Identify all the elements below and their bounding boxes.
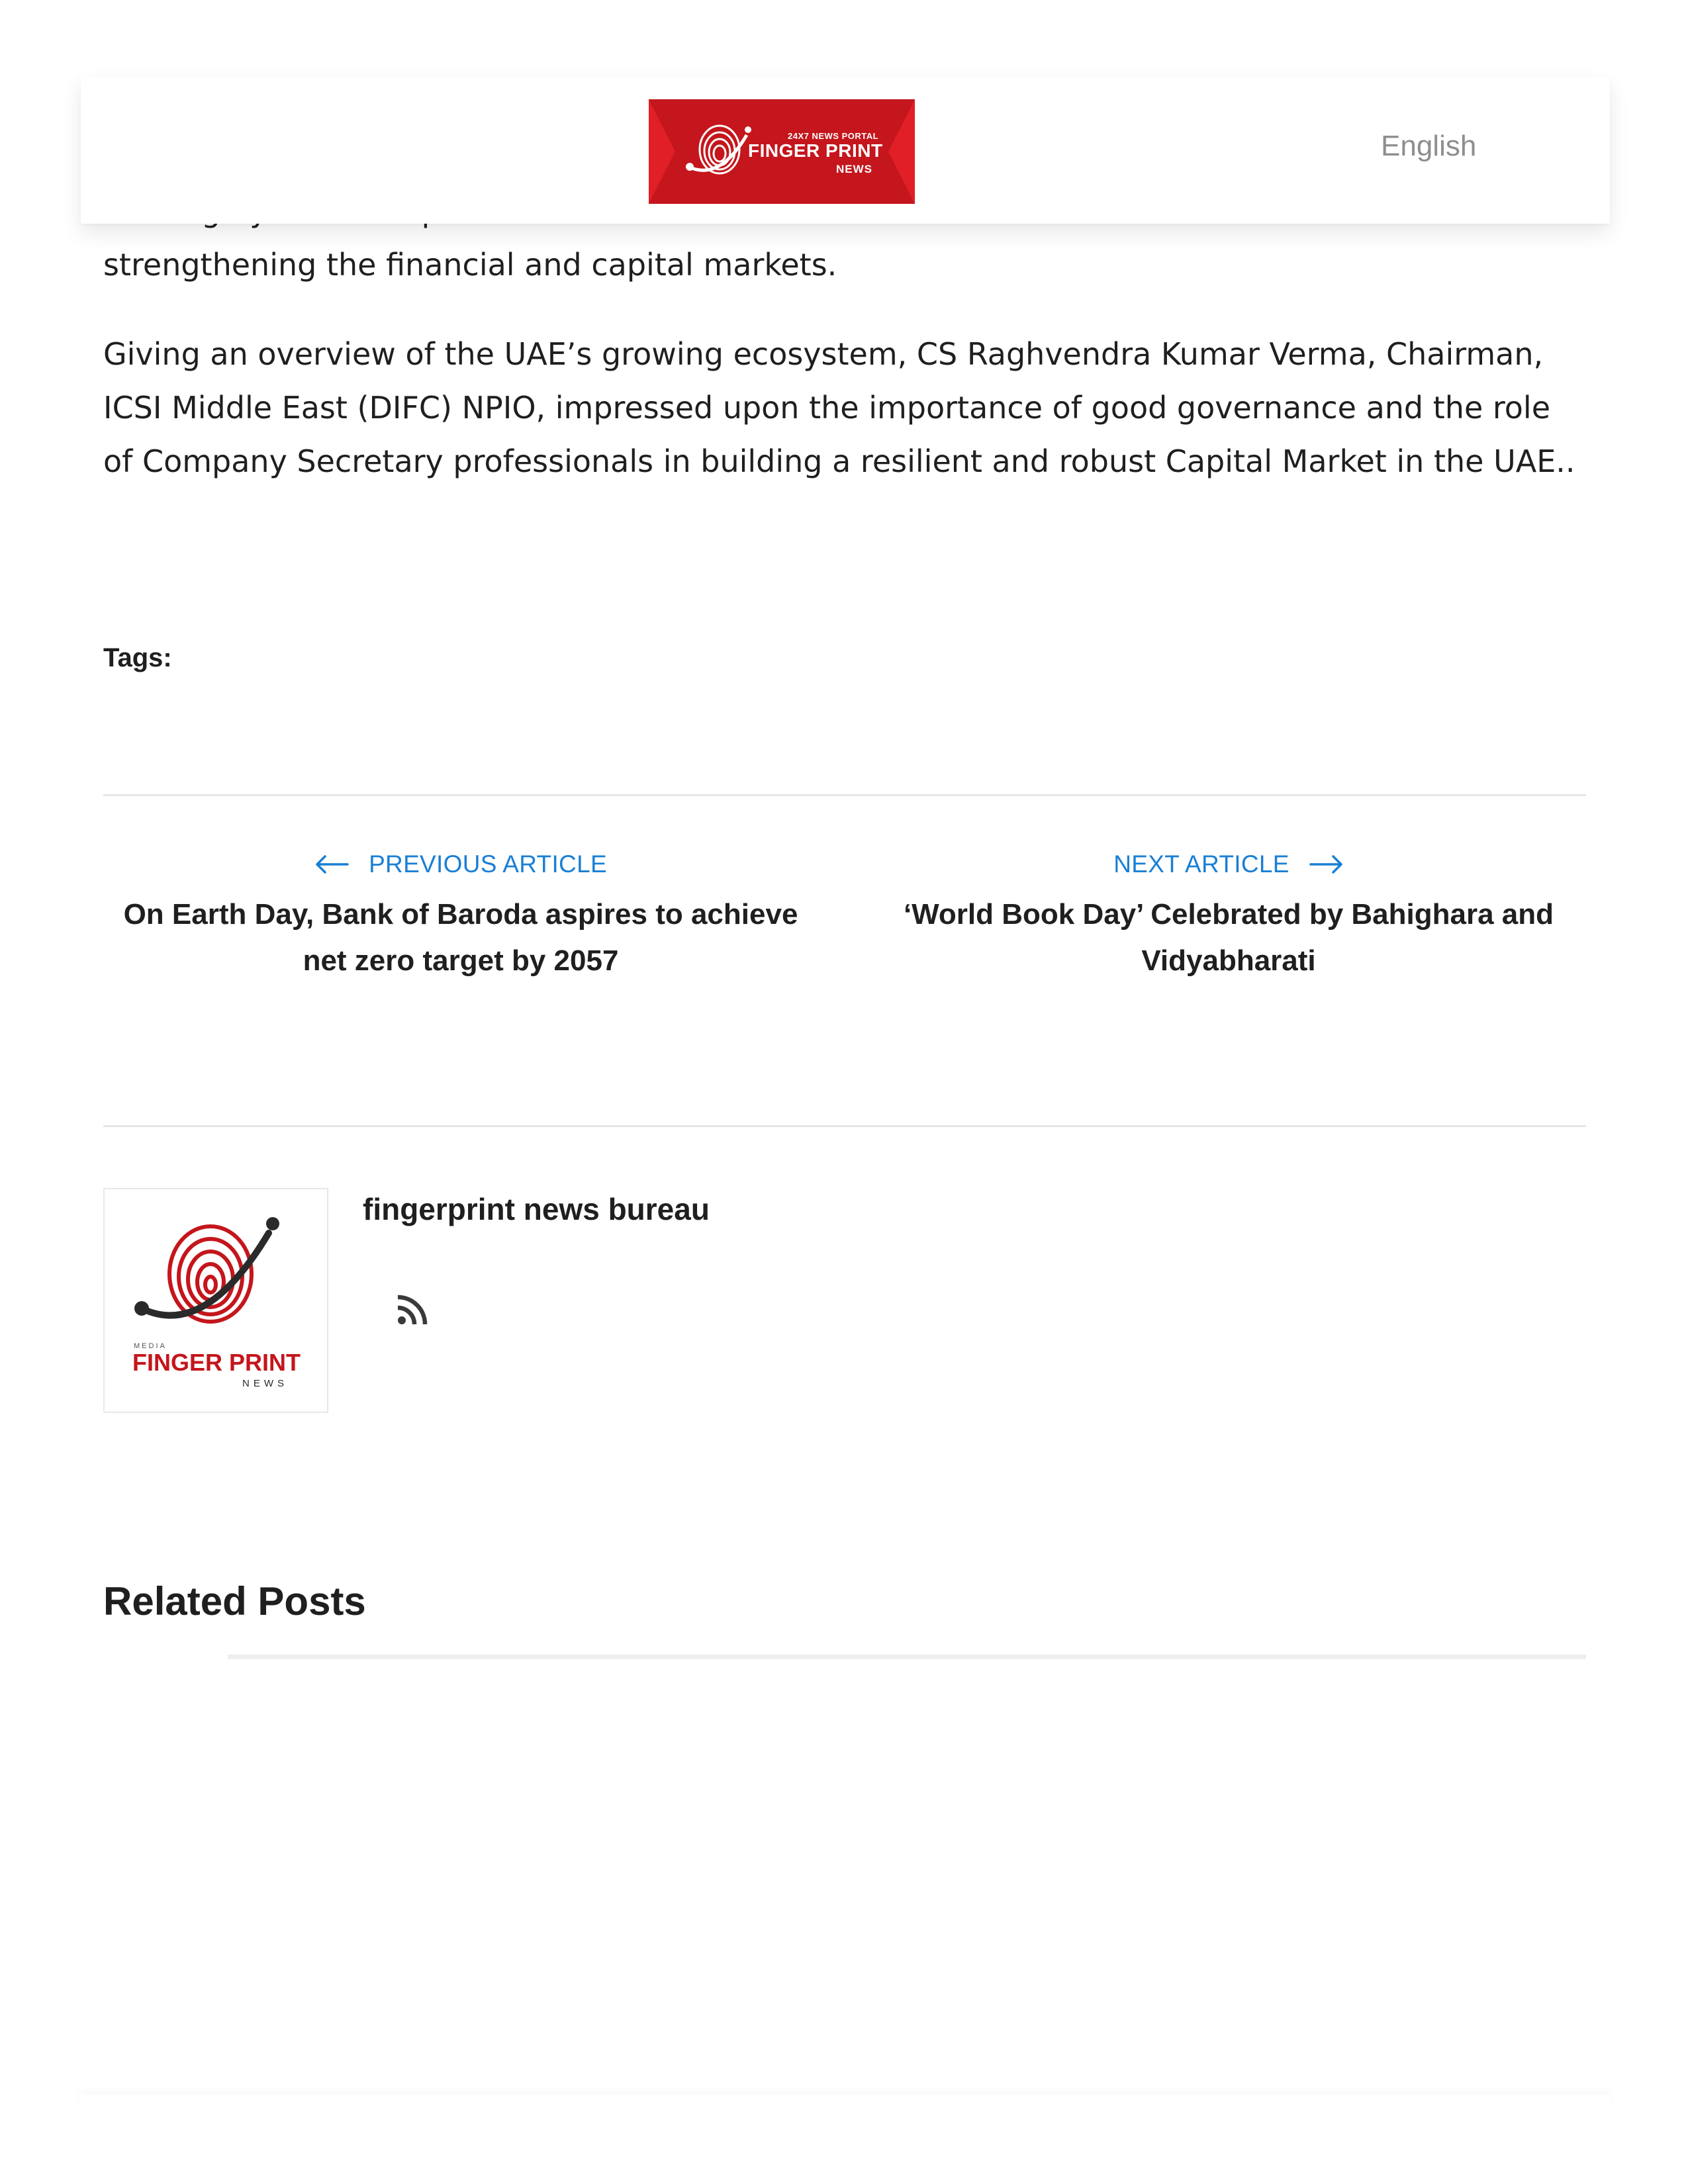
arrow-left-icon: [314, 854, 349, 874]
arrow-right-icon: [1309, 854, 1344, 874]
site-header: [81, 77, 1610, 224]
author-avatar[interactable]: [103, 1188, 328, 1413]
next-article-title[interactable]: ‘World Book Day’ Celebrated by Bahighara and Vidyabharati: [903, 898, 1554, 977]
site-logo[interactable]: [649, 99, 915, 204]
tags-label: Tags:: [103, 643, 172, 672]
logo-chevron-left: [649, 99, 675, 204]
logo-subtitle: NEWS: [836, 163, 872, 175]
author-logo-name: FINGER PRINT: [132, 1349, 301, 1376]
author-logo-icon: [105, 1189, 327, 1412]
next-article: [871, 850, 1586, 984]
previous-article-title[interactable]: On Earth Day, Bank of Baroda aspires to achieve net zero target by 2057: [123, 898, 798, 977]
author-name[interactable]: fingerprint news bureau: [363, 1192, 710, 1226]
next-article-label: NEXT ARTICLE: [1113, 850, 1289, 878]
previous-article-label: PREVIOUS ARTICLE: [369, 850, 607, 878]
article-paragraph: Giving an overview of the UAE’s growing ecosystem, CS Raghvendra Kumar Verma, Chairman, ICSI Middle East (DIFC) NPIO, impressed upon the importance of good governance and the role of Company Secretary professionals in building a resilient and robust Capital Market in the UAE..: [103, 336, 1575, 479]
divider: [103, 1125, 1586, 1127]
rss-icon[interactable]: [396, 1295, 428, 1326]
logo-name: FINGER PRINT: [748, 140, 883, 161]
author-logo-sub: NEWS: [242, 1378, 288, 1389]
related-posts-heading: Related Posts: [103, 1579, 366, 1623]
logo-tagline: 24X7 NEWS PORTAL: [788, 131, 879, 141]
author-logo-top: MEDIA: [134, 1342, 167, 1350]
fingerprint-icon: [683, 115, 756, 188]
language-selector[interactable]: English: [1381, 130, 1477, 162]
previous-article-link[interactable]: [314, 850, 607, 878]
divider: [103, 794, 1586, 796]
next-article-link[interactable]: [1113, 850, 1343, 878]
previous-article: [103, 850, 818, 984]
logo-chevron-right: [888, 99, 915, 204]
related-posts-rule: [228, 1655, 1586, 1659]
footer-edge: [81, 2095, 1610, 2108]
article-cut-off-continuation: strengthening the financial and capital markets.: [103, 247, 837, 283]
